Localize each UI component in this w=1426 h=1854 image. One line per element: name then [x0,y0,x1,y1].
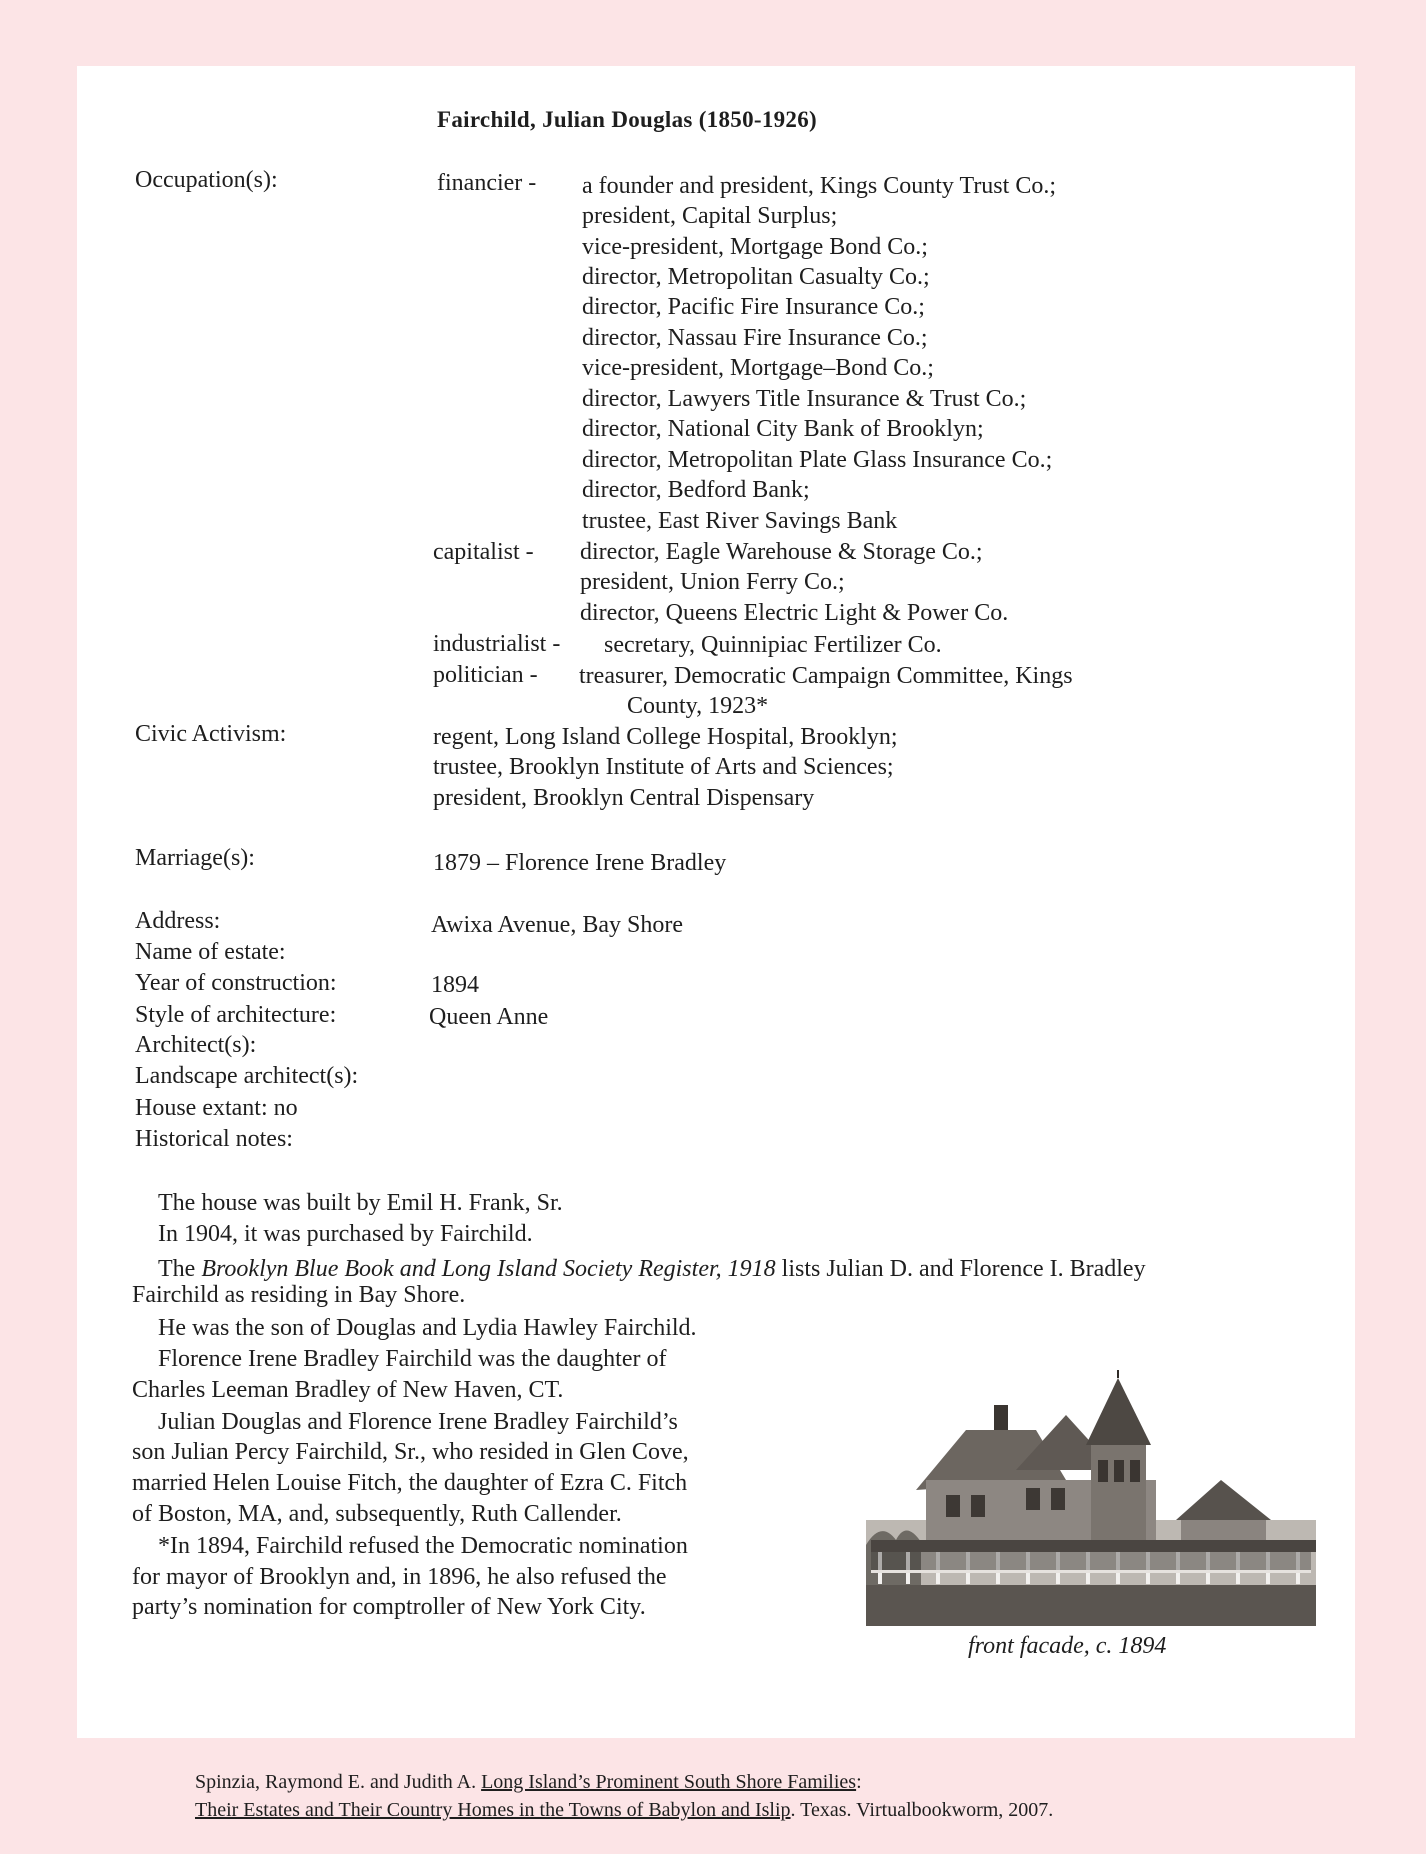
politician-label: politician - [433,662,538,688]
notes-line: Charles Leeman Bradley of New Haven, CT. [132,1377,564,1403]
list-item: vice-president, Mortgage–Bond Co.; [582,355,934,381]
notes-line: married Helen Louise Fitch, the daughter of Ezra C. Fitch [132,1470,688,1496]
notes-line: Fairchild as residing in Bay Shore. [132,1282,466,1308]
list-item: director, Eagle Warehouse & Storage Co.; [580,539,983,565]
book-subtitle-link: Their Estates and Their Country Homes in the Towns of Babylon and Islip [195,1799,791,1821]
list-item: director, Bedford Bank; [582,477,810,503]
capitalist-label: capitalist - [433,539,534,565]
marriage-value: 1879 – Florence Irene Bradley [433,850,727,876]
list-item: director, Nassau Fire Insurance Co.; [582,325,928,351]
page-title: Fairchild, Julian Douglas (1850-1926) [437,107,817,132]
list-item: trustee, East River Savings Bank [582,508,898,534]
civic-item: president, Brooklyn Central Dispensary [433,785,815,811]
citation-line-2: Their Estates and Their Country Homes in the Towns of Babylon and Islip. Texas. Virtualbookworm, 2007. [195,1799,1054,1821]
notes-line: Julian Douglas and Florence Irene Bradley Fairchild’s [158,1409,678,1435]
civic-item: regent, Long Island College Hospital, Brooklyn; [433,724,898,750]
year-label: Year of construction: [135,970,337,996]
notes-line: of Boston, MA, and, subsequently, Ruth Callender. [132,1501,622,1527]
financier-label: financier - [437,170,537,196]
address-label: Address: [135,908,221,934]
notes-line: In 1904, it was purchased by Fairchild. [158,1221,533,1247]
house-photo [866,1370,1316,1626]
style-label: Style of architecture: [135,1002,337,1028]
notes-line: for mayor of Brooklyn and, in 1896, he also refused the [132,1564,667,1590]
list-item: director, National City Bank of Brooklyn; [582,416,984,442]
list-item: a founder and president, Kings County Trust Co.; [582,173,1056,199]
notes-line: The house was built by Emil H. Frank, Sr. [158,1190,563,1216]
notes-line: party’s nomination for comptroller of New York City. [132,1594,646,1620]
civic-item: trustee, Brooklyn Institute of Arts and Sciences; [433,754,894,780]
list-item: director, Pacific Fire Insurance Co.; [582,294,925,320]
list-item: director, Queens Electric Light & Power Co. [580,600,1009,626]
marriage-label: Marriage(s): [135,845,255,871]
notes-line: *In 1894, Fairchild refused the Democratic nomination [158,1533,688,1559]
estate-name-label: Name of estate: [135,939,286,965]
notes-line: son Julian Percy Fairchild, Sr., who resided in Glen Cove, [132,1439,689,1465]
list-item: vice-president, Mortgage Bond Co.; [582,234,928,260]
list-item: director, Metropolitan Plate Glass Insurance Co.; [582,447,1053,473]
notes-line: He was the son of Douglas and Lydia Hawley Fairchild. [158,1315,697,1341]
citation-footer [195,1768,1053,1824]
style-value: Queen Anne [429,1004,549,1030]
address-value: Awixa Avenue, Bay Shore [431,912,683,938]
list-item: president, Union Ferry Co.; [580,569,845,595]
occupation-label: Occupation(s): [135,167,278,193]
civic-label: Civic Activism: [135,721,287,747]
industrialist-item: secretary, Quinnipiac Fertilizer Co. [604,632,942,658]
landscape-label: Landscape architect(s): [135,1063,359,1089]
list-item: president, Capital Surplus; [582,203,838,229]
politician-item-cont: County, 1923* [627,693,769,719]
year-value: 1894 [431,972,479,998]
politician-item: treasurer, Democratic Campaign Committee, Kings [579,663,1073,689]
list-item: director, Metropolitan Casualty Co.; [582,264,930,290]
historical-notes-label: Historical notes: [135,1126,293,1152]
notes-line: The Brooklyn Blue Book and Long Island Society Register, 1918 lists Julian D. and Florence I. Bradley [158,1256,1146,1282]
industrialist-label: industrialist - [433,631,561,657]
notes-line: Florence Irene Bradley Fairchild was the daughter of [158,1346,667,1372]
list-item: director, Lawyers Title Insurance & Trust Co.; [582,386,1027,412]
house-extant-label: House extant: no [135,1095,298,1121]
book-title-link: Long Island’s Prominent South Shore Families [481,1771,857,1793]
book-title-italic: Brooklyn Blue Book and Long Island Society Register, 1918 [201,1256,776,1282]
citation-line-1: Spinzia, Raymond E. and Judith A. Long Island’s Prominent South Shore Families: [195,1771,862,1793]
photo-caption: front facade, c. 1894 [968,1633,1167,1659]
architect-label: Architect(s): [135,1032,257,1058]
